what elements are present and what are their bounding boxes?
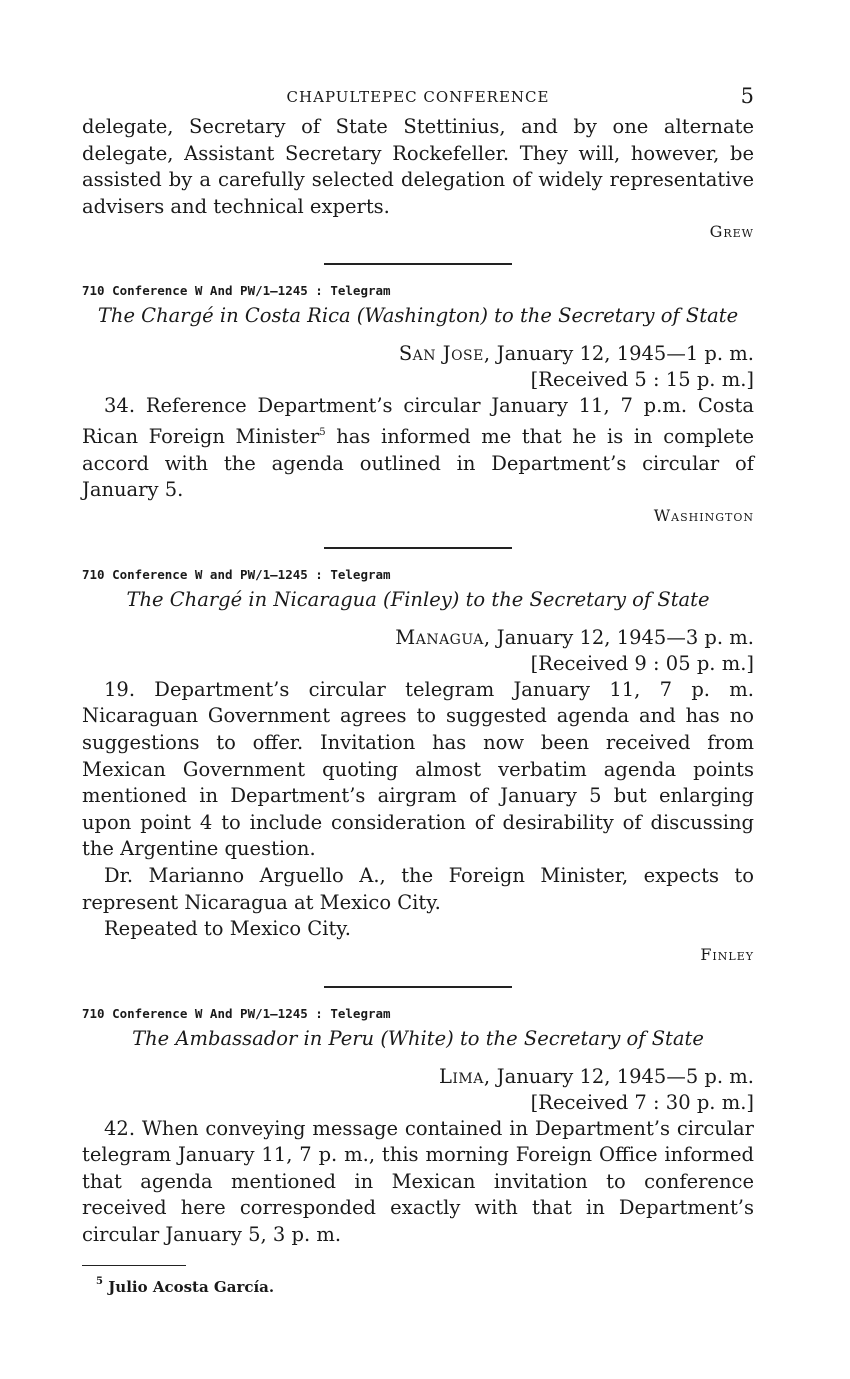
intro-section — [82, 114, 754, 241]
intro-signature: Grew — [709, 222, 754, 242]
received-line: [Received 7 : 30 p. m.] — [530, 1090, 754, 1114]
received-line: [Received 5 : 15 p. m.] — [530, 368, 754, 392]
dateline — [82, 341, 754, 367]
telegram-nicaragua — [82, 567, 754, 964]
paragraph-text: 34. Reference Department’s circular January 11, 7 p.m. Costa Rican Foreign Minister — [82, 394, 754, 448]
document-heading: The Chargé in Costa Rica (Washington) to the Secretary of State — [97, 304, 739, 328]
telegram-peru — [82, 1006, 754, 1249]
document-heading: The Chargé in Nicaragua (Finley) to the Secretary of State — [126, 587, 710, 611]
document-heading: The Ambassador in Peru (White) to the Secretary of State — [132, 1026, 704, 1050]
signature: Finley — [700, 944, 754, 964]
document-page — [82, 84, 754, 1296]
dateline-place: Managua, — [395, 625, 491, 649]
footnote-number: 5 — [96, 1275, 103, 1287]
telegram-paragraph: 42. When conveying message contained in Department’s circular telegram January 11, 7 p. m., this morning Foreign Office informed that agenda mentioned in Mexican invitation to conference received here corresponded exactly with that in Department’s circular January 5, 3 p. m. — [82, 1116, 754, 1247]
telegram-paragraph — [82, 393, 754, 503]
dateline-place: San Jose, — [398, 342, 491, 366]
dateline-date: January 12, 1945—1 p. m. — [496, 342, 754, 366]
page-number: 5 — [740, 84, 754, 108]
footnote — [82, 1276, 754, 1296]
dateline-place: Lima, — [438, 1064, 491, 1088]
received-line: [Received 9 : 05 p. m.] — [530, 651, 754, 675]
paragraph-text: has informed me that he is in complete accord with the agenda outlined in Department’s circular of January 5. — [82, 424, 754, 502]
footnote-reference: 5 — [319, 426, 326, 438]
footnote-divider — [82, 1265, 186, 1266]
dateline-date: January 12, 1945—3 p. m. — [496, 625, 754, 649]
section-divider — [324, 986, 512, 988]
dateline-date: January 12, 1945—5 p. m. — [496, 1064, 754, 1088]
telegram-costa-rica — [82, 283, 754, 524]
footnote-text: Julio Acosta García. — [108, 1277, 275, 1296]
file-reference: 710 Conference W And PW/1–1245 : Telegram — [82, 1005, 391, 1021]
section-divider — [324, 547, 512, 549]
telegram-paragraph: 19. Department’s circular telegram January 11, 7 p. m. Nicaraguan Government agrees to suggested agenda and has no suggestions to offer. Invitation has now been received from Mexican Government quoting almost verbatim agenda points mentioned in Department’s airgram of January 5 but enlarging upon point 4 to include consideration of desirability of discussing the Argentine question. — [82, 677, 754, 861]
intro-paragraph: delegate, Secretary of State Stettinius, and by one alternate delegate, Assistant Secretary Rockefeller. They will, however, be assisted by a carefully selected delegation of widely representative advisers and technical experts. — [82, 115, 754, 218]
running-header — [82, 84, 754, 114]
telegram-paragraph: Dr. Marianno Arguello A., the Foreign Minister, expects to represent Nicaragua at Mexico City. — [82, 863, 754, 914]
dateline — [82, 625, 754, 651]
section-divider — [324, 263, 512, 265]
running-title: CHAPULTEPEC CONFERENCE — [286, 88, 550, 106]
dateline — [82, 1064, 754, 1090]
telegram-paragraph: Repeated to Mexico City. — [104, 917, 351, 941]
file-reference: 710 Conference W And PW/1–1245 : Telegram — [82, 283, 391, 299]
signature: Washington — [653, 505, 754, 525]
file-reference: 710 Conference W and PW/1–1245 : Telegram — [82, 566, 391, 582]
